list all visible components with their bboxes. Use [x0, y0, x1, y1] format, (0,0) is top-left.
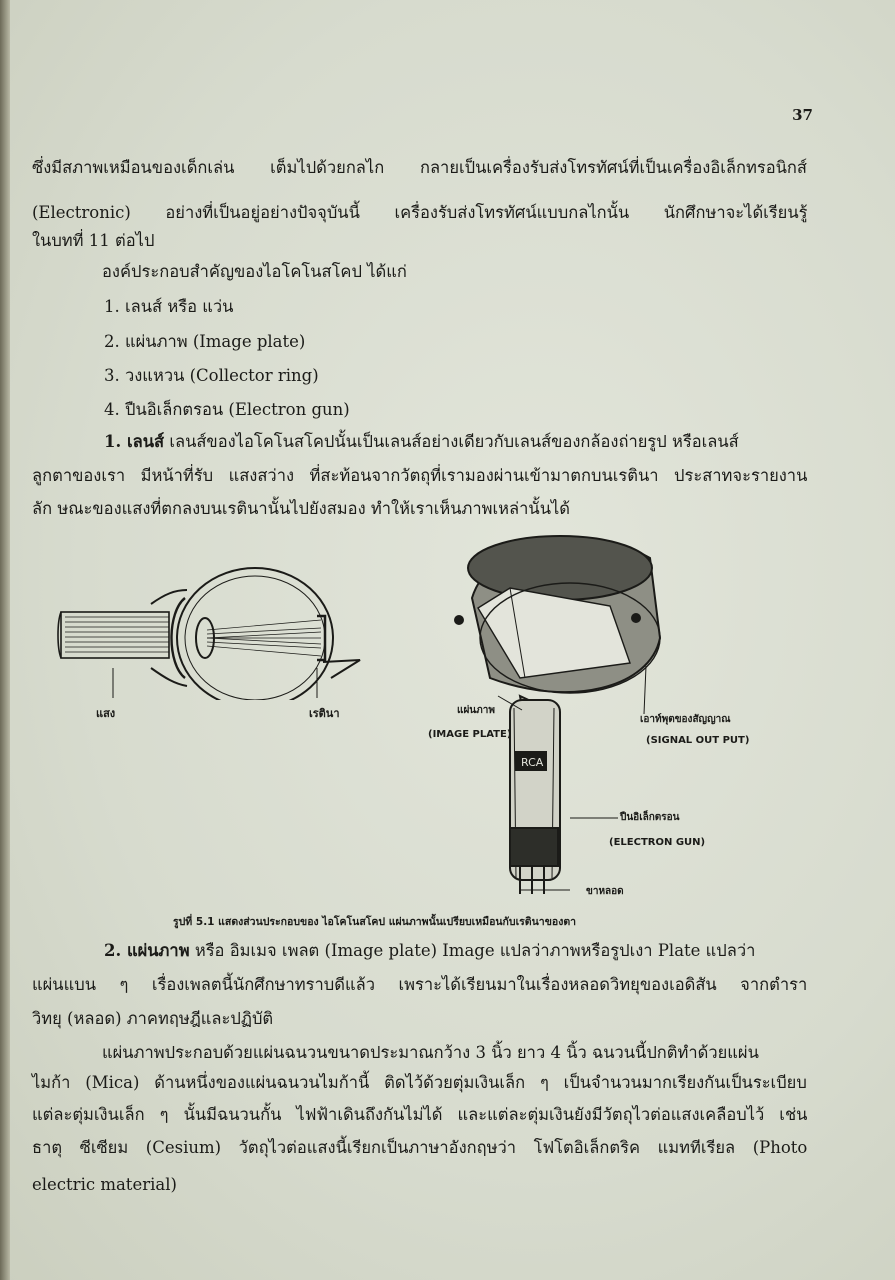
- body-line: ลูกตาของเรา มีหน้าที่รับ แสงสว่าง ที่สะท้อนจากวัตถุที่เรามองผ่านเข้ามาตกบนเรตินา ประสาทจะรายงาน: [32, 466, 808, 485]
- component-item: 3. วงแหวน (Collector ring): [104, 366, 319, 385]
- body-line: ลัก ษณะของแสงที่ตกลงบนเรตินานั้นไปยังสมอง ทำให้เราเห็นภาพเหล่านั้นได้: [32, 499, 570, 518]
- label-signal-en: (SIGNAL OUT PUT): [646, 735, 750, 746]
- body-line: ธาตุ ซีเซียม (Cesium) วัตถุไวต่อแสงนี้เรียกเป็นภาษาอังกฤษว่า โฟโตอิเล็กตริค แมททีเรียล (Photo: [32, 1138, 808, 1157]
- body-line: (Electronic) อย่างที่เป็นอยู่อย่างปัจจุบันนี้ เครื่องรับส่งโทรทัศน์แบบกลไกนั้น นักศึกษาจะได้เรียนรู้: [32, 203, 808, 222]
- lens-paragraph-first-line: [104, 434, 739, 451]
- tube-mark: RCA: [521, 756, 544, 769]
- body-line: แผ่นภาพประกอบด้วยแผ่นฉนวนขนาดประมาณกว้าง 3 นิ้ว ยาว 4 นิ้ว ฉนวนนี้ปกติทำด้วยแผ่น: [102, 1043, 759, 1062]
- page-number: 37: [792, 106, 813, 124]
- light-beam: [61, 612, 169, 658]
- body-line: แต่ละตุ่มเงินเล็ก ๆ นั้นมีฉนวนกั้น ไฟฟ้าเดินถึงกันไม่ได้ และแต่ละตุ่มเงินยังมีวัตถุไวต่อแสงเคลือบไว้ เช่น: [32, 1105, 808, 1124]
- eye-diagram: [55, 560, 365, 700]
- lens-text: เลนส์ของไอโคโนสโคปนั้นเป็นเลนส์อย่างเดียวกับเลนส์ของกล้องถ่ายรูป หรือเลนส์: [164, 432, 739, 451]
- label-retina: เรตินา: [309, 707, 340, 720]
- component-item: 1. เลนส์ หรือ แว่น: [104, 297, 234, 316]
- plate-text: หรือ อิมเมจ เพลต (Image plate) Image แปลว่าภาพหรือรูปเงา Plate แปลว่า: [189, 941, 756, 960]
- lens-heading: 1. เลนส์: [104, 432, 165, 451]
- label-image-plate-en: (IMAGE PLATE): [428, 729, 512, 740]
- label-signal-th: เอาท์พุตของสัญญาณ: [640, 714, 731, 725]
- body-line: องค์ประกอบสำคัญของไอโคโนสโคป ได้แก่: [102, 262, 407, 281]
- plate-paragraph-first-line: [104, 943, 755, 960]
- component-item: 4. ปืนอิเล็กตรอน (Electron gun): [104, 400, 350, 419]
- body-line: ในบทที่ 11 ต่อไป: [32, 231, 155, 250]
- tube-base: [510, 828, 558, 866]
- label-image-plate-th: แผ่นภาพ: [457, 705, 495, 716]
- body-line: ซึ่งมีสภาพเหมือนของเด็กเล่น เต็มไปด้วยกลไก กลายเป็นเครื่องรับส่งโทรทัศน์ที่เป็นเครื่องอิเล็กทรอนิกส์: [32, 158, 807, 177]
- label-gun-th: ปืนอิเล็กตรอน: [620, 812, 680, 823]
- label-gun-en: (ELECTRON GUN): [609, 837, 706, 848]
- body-line: วิทยุ (หลอด) ภาคทฤษฎีและปฏิบัติ: [32, 1009, 274, 1028]
- label-light: แสง: [96, 707, 116, 720]
- component-item: 2. แผ่นภาพ (Image plate): [104, 332, 306, 351]
- page-binding-edge: [0, 0, 10, 1280]
- eyeball: [177, 568, 333, 700]
- body-line: แผ่นแบน ๆ เรื่องเพลตนี้นักศึกษาทราบดีแล้ว เพราะได้เรียนมาในเรื่องหลอดวิทยุของเอดิสัน จากตำรา: [32, 975, 808, 994]
- body-line: electric material): [32, 1175, 177, 1194]
- plate-heading: 2. แผ่นภาพ: [104, 941, 190, 960]
- figure-caption: รูปที่ 5.1 แสดงส่วนประกอบของ ไอโคโนสโคป แผ่นภาพนั้นเปรียบเหมือนกับเรตินาของตา: [173, 916, 577, 928]
- body-line: ไมก้า (Mica) ด้านหนึ่งของแผ่นฉนวนไมก้านี้ ติดไว้ด้วยตุ่มเงินเล็ก ๆ เป็นจำนวนมากเรียงกันเป็นระเบียบ: [32, 1073, 807, 1092]
- label-tube-base: ขาหลอด: [586, 886, 624, 897]
